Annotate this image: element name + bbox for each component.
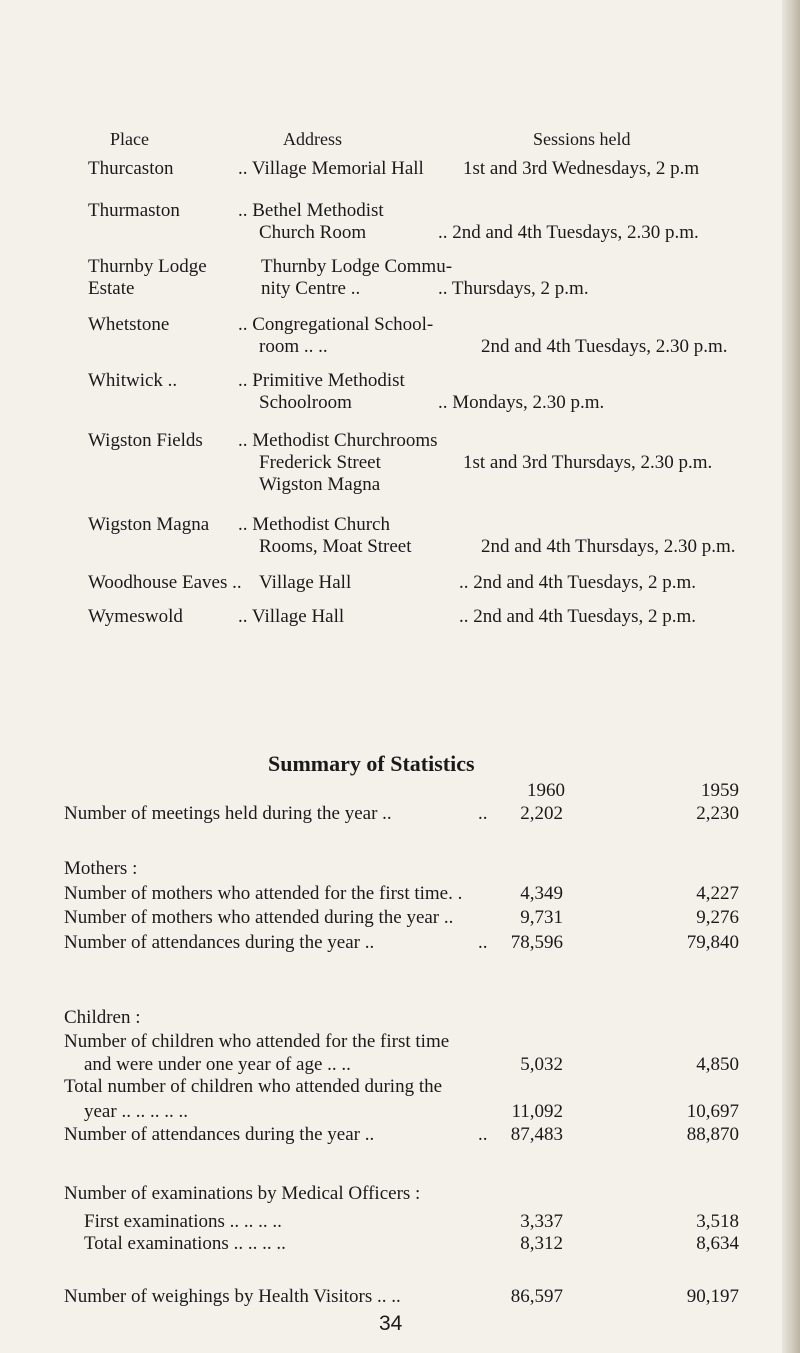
header-sessions: Sessions held: [533, 129, 631, 149]
row-address: Church Room: [259, 222, 367, 243]
row-address: Thurnby Lodge Commu-: [261, 256, 453, 277]
row-address: .. Bethel Methodist: [238, 200, 384, 221]
row-sessions: .. 2nd and 4th Tuesdays, 2 p.m.: [459, 606, 696, 627]
children-under-one-1960: 5,032: [520, 1054, 563, 1075]
row-address: .. Congregational School-: [238, 314, 434, 335]
meetings-1960: 2,202: [520, 803, 563, 824]
row-sessions: .. 2nd and 4th Tuesdays, 2 p.m.: [459, 572, 696, 593]
row-sessions: .. Thursdays, 2 p.m.: [438, 278, 589, 299]
exams-first-label: First examinations .. .. .. ..: [84, 1211, 282, 1232]
mothers-during-year-label: Number of mothers who attended during the year ..: [64, 907, 454, 928]
row-sessions: .. Mondays, 2.30 p.m.: [438, 392, 605, 413]
children-under-one-1959: 4,850: [696, 1054, 739, 1075]
children-attendances-label: Number of attendances during the year ..: [64, 1124, 375, 1145]
row-sessions: .. 2nd and 4th Tuesdays, 2.30 p.m.: [438, 222, 699, 243]
weighings-1960: 86,597: [510, 1286, 563, 1307]
children-heading: Children :: [64, 1007, 141, 1028]
weighings-label: Number of weighings by Health Visitors .. ..: [64, 1286, 401, 1307]
header-place: Place: [110, 129, 149, 149]
meetings-1959: 2,230: [696, 803, 739, 824]
exams-total-label: Total examinations .. .. .. ..: [84, 1233, 286, 1254]
mothers-during-year-1960: 9,731: [520, 907, 563, 928]
children-attendances-1960: 87,483: [510, 1124, 563, 1145]
mothers-attendances-1960: 78,596: [510, 932, 563, 953]
row-sessions: 1st and 3rd Thursdays, 2.30 p.m.: [463, 452, 713, 473]
row-address: .. Village Memorial Hall: [238, 158, 424, 179]
exams-heading: Number of examinations by Medical Officers :: [64, 1183, 421, 1204]
row-address: Rooms, Moat Street: [259, 536, 412, 557]
mothers-first-time-1959: 4,227: [696, 883, 739, 904]
header-address: Address: [283, 129, 342, 149]
mothers-during-year-1959: 9,276: [696, 907, 739, 928]
children-attendances-1959: 88,870: [686, 1124, 739, 1145]
row-place: Whetstone: [88, 314, 170, 335]
row-address: nity Centre ..: [261, 278, 361, 299]
row-place: Thurmaston: [88, 200, 180, 221]
children-total-label-line2: year .. .. .. .. ..: [84, 1101, 188, 1122]
exams-total-1959: 8,634: [696, 1233, 739, 1254]
row-address: .. Primitive Methodist: [238, 370, 405, 391]
children-total-1960: 11,092: [511, 1101, 563, 1122]
row-address: room .. ..: [259, 336, 328, 357]
row-address: Frederick Street: [259, 452, 381, 473]
leader-dots: ..: [478, 1124, 488, 1145]
exams-first-1960: 3,337: [520, 1211, 563, 1232]
weighings-1959: 90,197: [686, 1286, 739, 1307]
leader-dots: ..: [478, 932, 488, 953]
row-address: Village Hall: [259, 572, 352, 593]
row-address: .. Methodist Church: [238, 514, 390, 535]
exams-total-1960: 8,312: [520, 1233, 563, 1254]
meetings-label: Number of meetings held during the year ..: [64, 803, 392, 824]
row-place: Thurcaston: [88, 158, 174, 179]
row-place: Wigston Fields: [88, 430, 203, 451]
exams-first-1959: 3,518: [696, 1211, 739, 1232]
row-place: Estate: [88, 278, 135, 299]
row-sessions: 2nd and 4th Thursdays, 2.30 p.m.: [481, 536, 736, 557]
row-place: Wymeswold: [88, 606, 183, 627]
leader-dots: ..: [478, 803, 488, 824]
mothers-first-time-label: Number of mothers who attended for the first time. .: [64, 883, 463, 904]
row-place: Wigston Magna: [88, 514, 210, 535]
summary-title: Summary of Statistics: [268, 751, 475, 776]
year-1959-label: 1959: [701, 780, 739, 801]
year-1960-label: 1960: [527, 780, 565, 801]
children-total-label-line1: Total number of children who attended during the: [64, 1076, 443, 1097]
row-place: Woodhouse Eaves ..: [88, 572, 242, 593]
children-under-one-label-line2: and were under one year of age .. ..: [84, 1054, 351, 1075]
row-sessions: 2nd and 4th Tuesdays, 2.30 p.m.: [481, 336, 728, 357]
row-sessions: 1st and 3rd Wednesdays, 2 p.m: [463, 158, 700, 179]
page-number: 34: [379, 1312, 403, 1335]
row-address: .. Village Hall: [238, 606, 345, 627]
mothers-attendances-label: Number of attendances during the year ..: [64, 932, 375, 953]
mothers-attendances-1959: 79,840: [686, 932, 739, 953]
row-address: .. Methodist Churchrooms: [238, 430, 438, 451]
children-under-one-label-line1: Number of children who attended for the first time: [64, 1031, 450, 1052]
children-total-1959: 10,697: [686, 1101, 739, 1122]
mothers-heading: Mothers :: [64, 858, 138, 879]
row-address: Wigston Magna: [259, 474, 381, 495]
row-address: Schoolroom: [259, 392, 352, 413]
page-edge-shadow: [782, 0, 800, 1353]
row-place: Whitwick ..: [88, 370, 178, 391]
row-place: Thurnby Lodge: [88, 256, 207, 277]
mothers-first-time-1960: 4,349: [520, 883, 563, 904]
